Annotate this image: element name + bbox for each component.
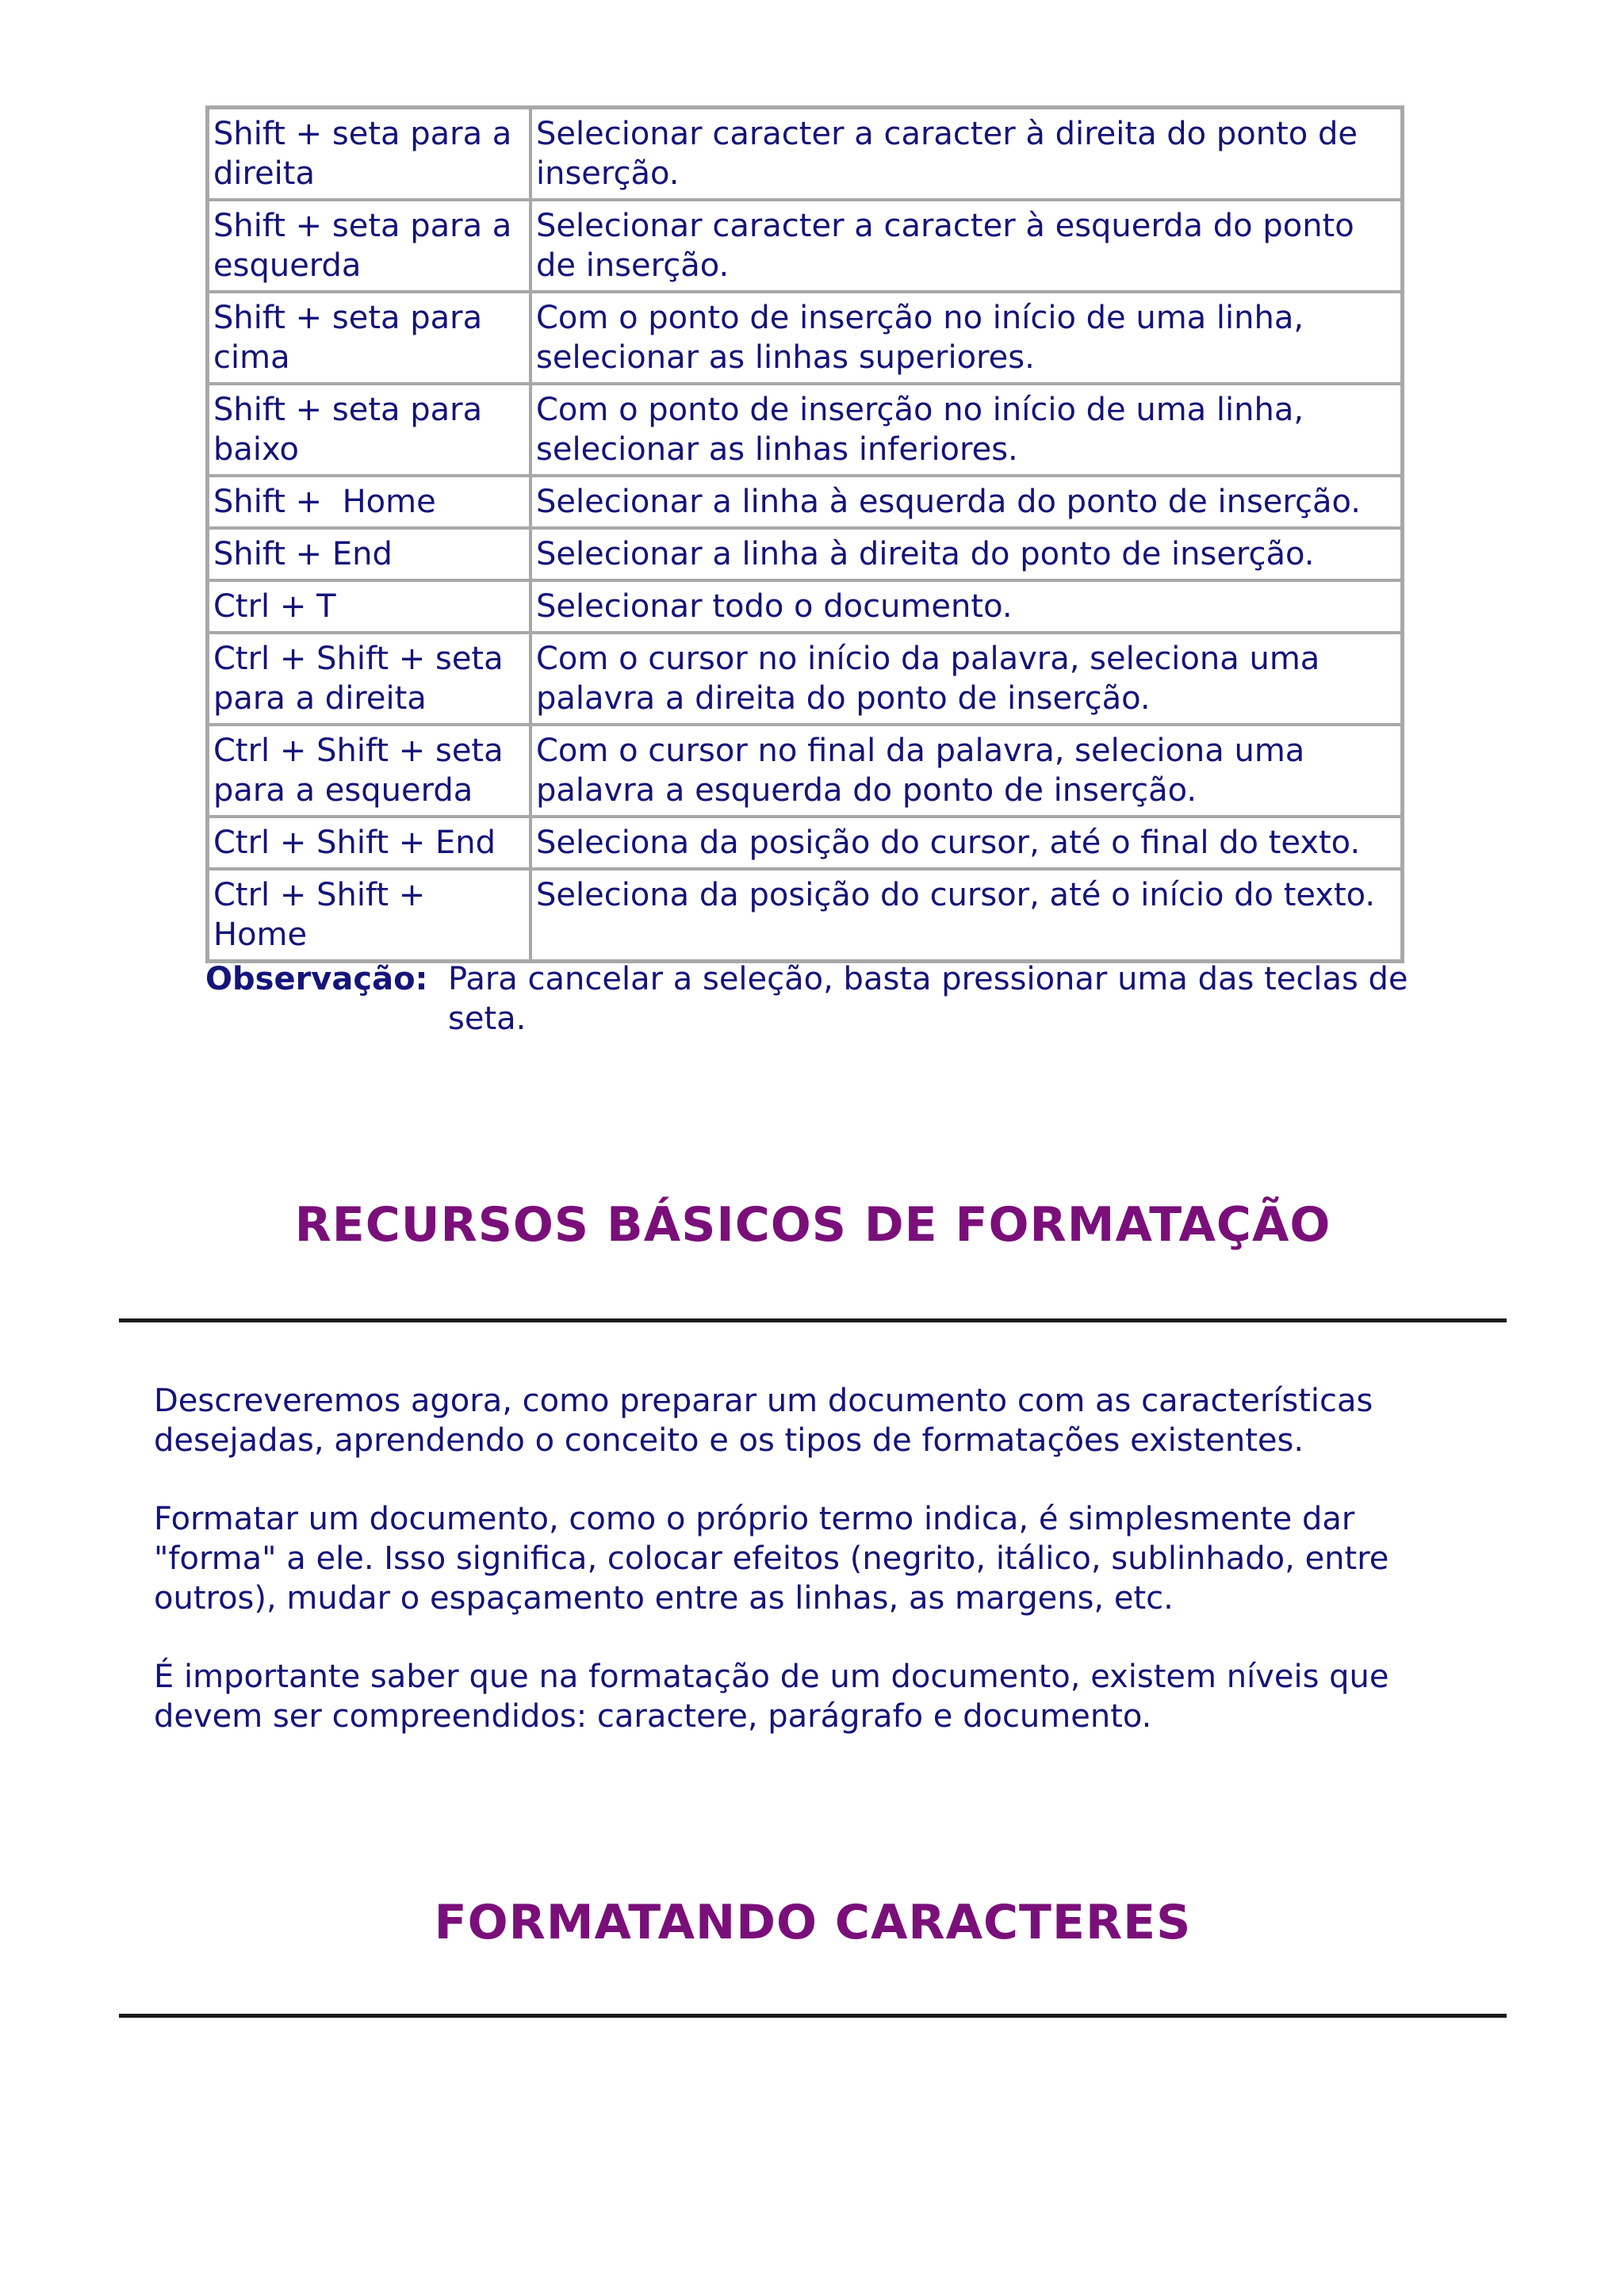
section-title-formatando: FORMATANDO CARACTERES: [434, 1895, 1192, 1950]
shortcut-description: Selecionar a linha à direita do ponto de inserção.: [530, 528, 1402, 580]
shortcut-key: Shift + seta para a direita: [208, 108, 530, 200]
shortcut-key: Shift + seta para cima: [208, 292, 530, 384]
shortcut-description: Seleciona da posição do cursor, até o final do texto.: [530, 817, 1402, 869]
section-divider: [119, 1318, 1507, 1322]
shortcut-table: [205, 105, 1404, 963]
shortcut-description: Com o ponto de inserção no início de uma linha, selecionar as linhas inferiores.: [530, 384, 1402, 476]
shortcut-key: Ctrl + T: [208, 580, 530, 633]
shortcut-key: Ctrl + Shift + seta para a direita: [208, 633, 530, 725]
shortcut-description: Com o cursor no final da palavra, seleciona uma palavra a esquerda do ponto de inserção.: [530, 725, 1402, 817]
shortcut-key: Shift + End: [208, 528, 530, 580]
shortcut-description: Selecionar todo o documento.: [530, 580, 1402, 633]
note-label: Observação:: [205, 961, 428, 997]
table-row: [208, 869, 1402, 961]
shortcut-description: Selecionar caracter a caracter à esquerda do ponto de inserção.: [530, 200, 1402, 292]
table-row: [208, 108, 1402, 200]
table-row: [208, 476, 1402, 528]
table-row: [208, 580, 1402, 633]
paragraph: Descreveremos agora, como preparar um documento com as características desejadas, aprendendo o conceito e os tipos de formatações existentes.: [154, 1383, 1373, 1459]
table-row: [208, 817, 1402, 869]
table-row: [208, 200, 1402, 292]
table-row: [208, 528, 1402, 580]
shortcut-key: Shift + seta para baixo: [208, 384, 530, 476]
paragraph: É importante saber que na formatação de um documento, existem níveis que devem ser compreendidos: caractere, parágrafo e documento.: [154, 1659, 1389, 1735]
shortcut-key: Ctrl + Shift + End: [208, 817, 530, 869]
table-row: [208, 384, 1402, 476]
shortcut-key: Shift + Home: [208, 476, 530, 528]
table-row: [208, 292, 1402, 384]
shortcut-key: Ctrl + Shift + Home: [208, 869, 530, 961]
section-title-recursos: RECURSOS BÁSICOS DE FORMATAÇÃO: [294, 1197, 1331, 1253]
shortcut-description: Selecionar a linha à esquerda do ponto de inserção.: [530, 476, 1402, 528]
section-divider: [119, 2014, 1507, 2018]
shortcut-description: Com o ponto de inserção no início de uma linha, selecionar as linhas superiores.: [530, 292, 1402, 384]
table-row: [208, 725, 1402, 817]
shortcut-key: Ctrl + Shift + seta para a esquerda: [208, 725, 530, 817]
shortcut-description: Selecionar caracter a caracter à direita do ponto de inserção.: [530, 108, 1402, 200]
note-text: Para cancelar a seleção, basta pressionar uma das teclas de seta.: [448, 961, 1408, 1037]
shortcut-key: Shift + seta para a esquerda: [208, 200, 530, 292]
shortcut-description: Seleciona da posição do cursor, até o início do texto.: [530, 869, 1402, 961]
shortcut-description: Com o cursor no início da palavra, seleciona uma palavra a direita do ponto de inserção.: [530, 633, 1402, 725]
paragraph: Formatar um documento, como o próprio termo indica, é simplesmente dar "forma" a ele. Isso significa, colocar efeitos (negrito, itálico, sublinhado, entre outros), mudar o espaçamento entre as linhas, as margens, etc.: [154, 1501, 1389, 1617]
table-row: [208, 633, 1402, 725]
